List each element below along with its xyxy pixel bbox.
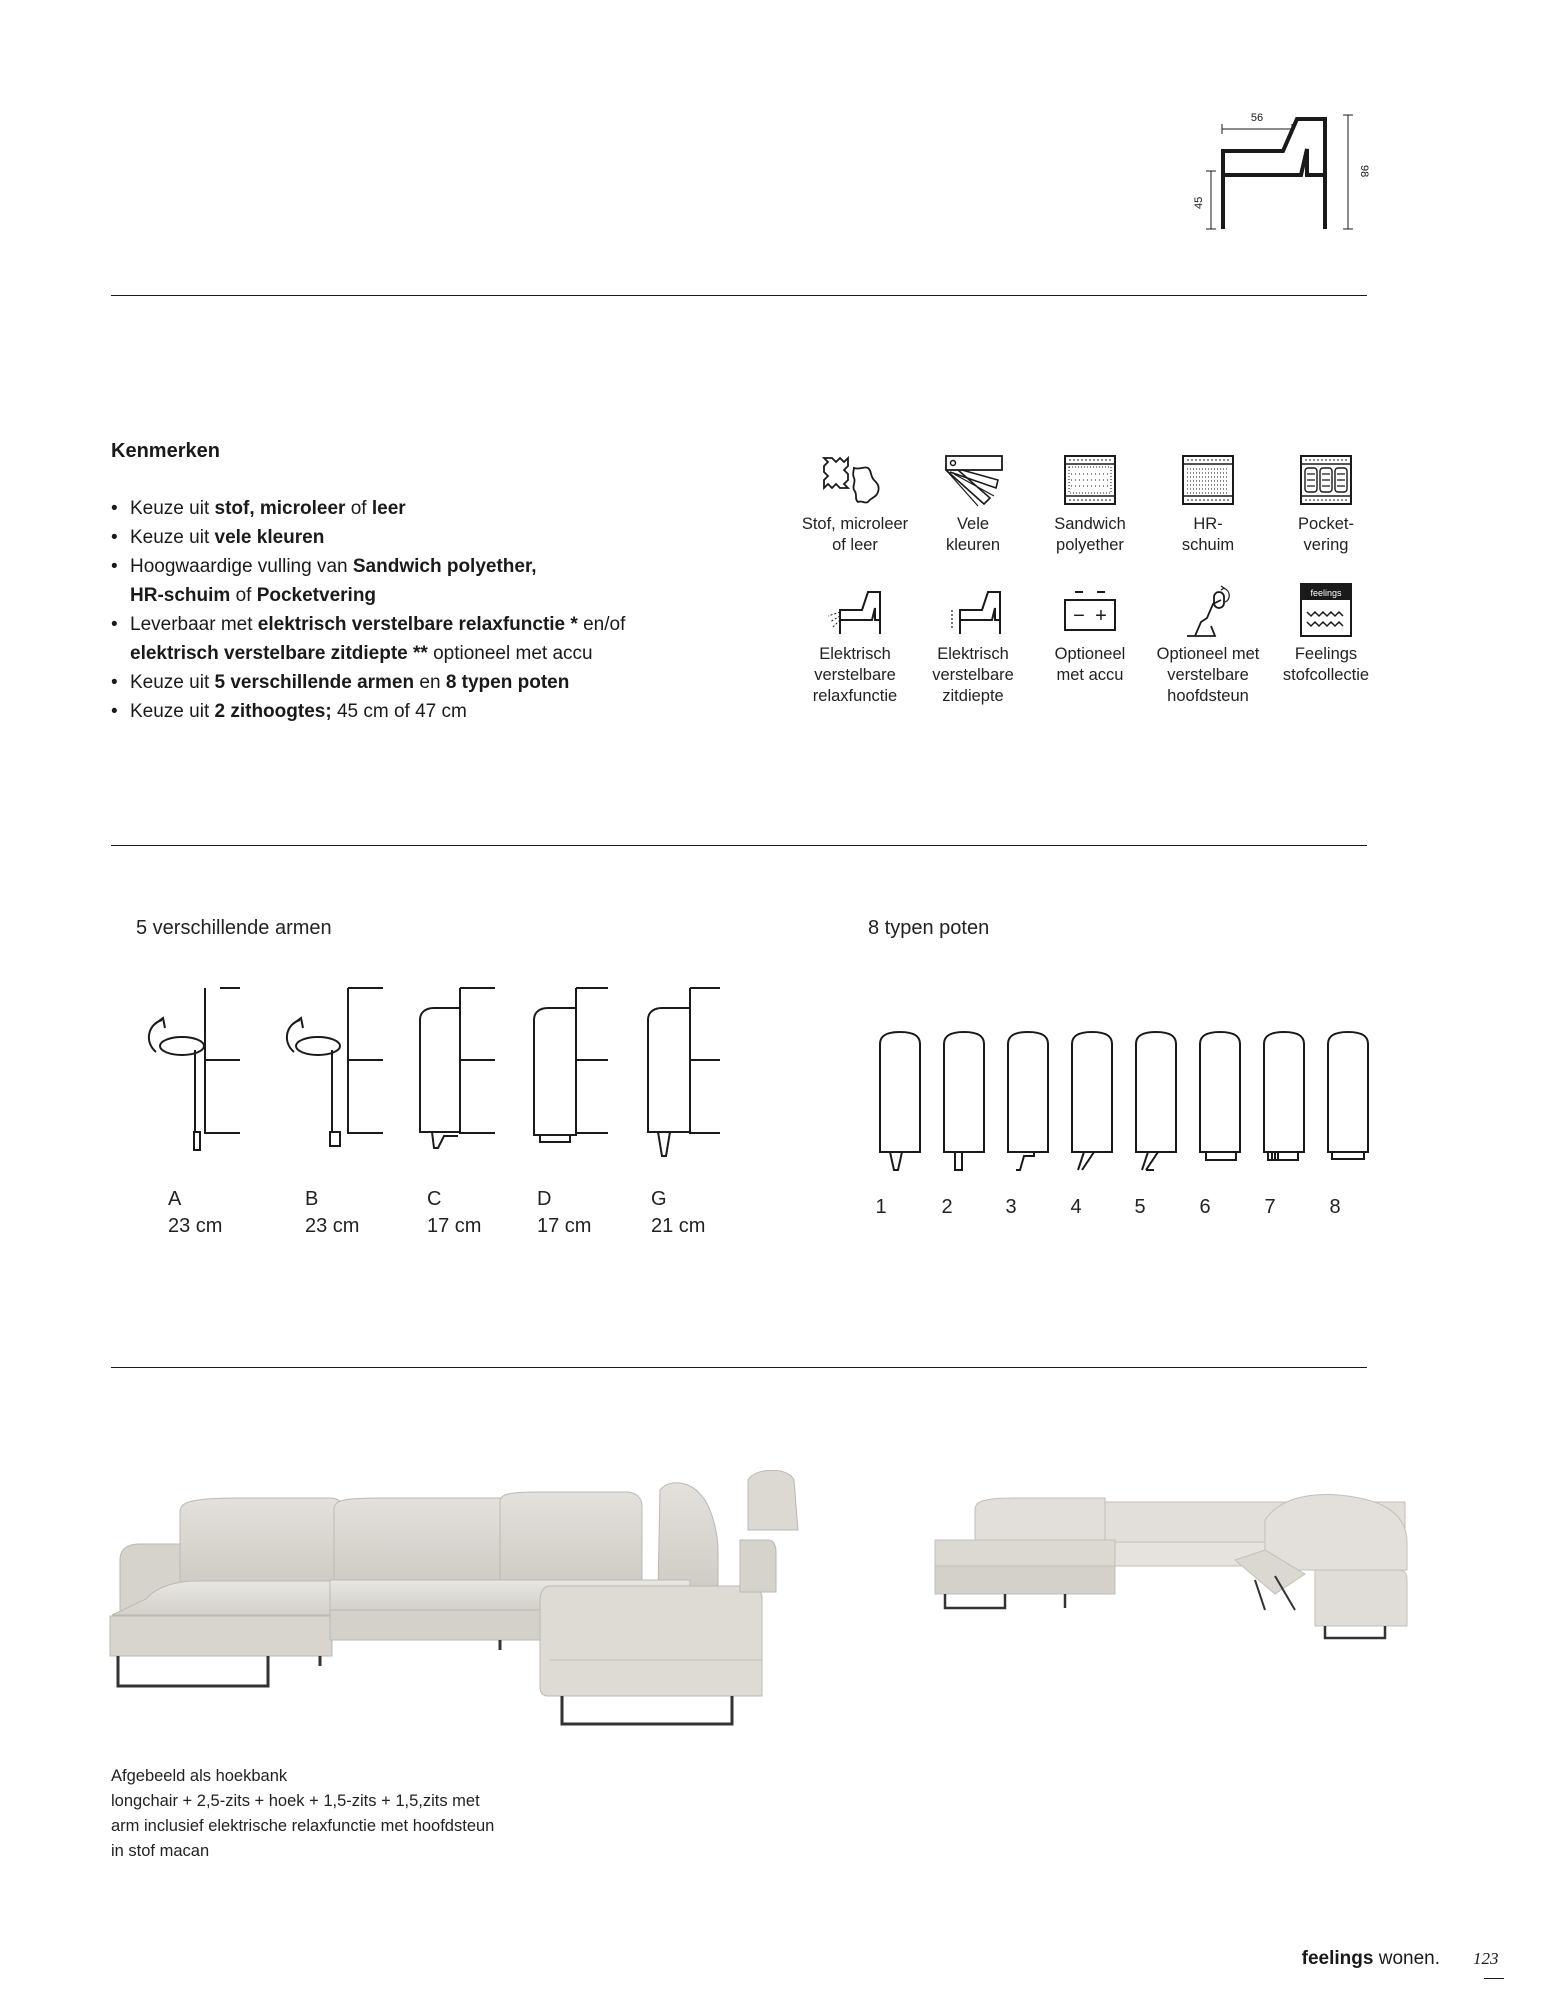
arm-option-b <box>305 1186 359 1240</box>
feature-bullet-bold: elektrisch verstelbare zitdiepte ** <box>130 643 428 664</box>
feature-pocket-spring <box>1261 452 1391 556</box>
icon-label <box>1025 514 1155 556</box>
brand-logo <box>1302 1948 1440 1970</box>
leg-number: 2 <box>941 1196 953 1218</box>
leg-number: 1 <box>875 1196 887 1218</box>
page-number-rule <box>1484 1978 1504 1979</box>
feature-bullet <box>111 523 751 552</box>
feature-bullet-bold: 5 verschillende armen <box>214 672 415 693</box>
icon-label-line: of leer <box>832 536 878 554</box>
leg-5-drawing <box>1136 1032 1176 1170</box>
icon-label-line: vering <box>1303 536 1349 554</box>
feature-bullet-text: Keuze uit <box>130 701 215 722</box>
icon-label-line: relaxfunctie <box>812 687 898 705</box>
feelings-fabric-icon <box>1291 582 1361 638</box>
leather-icon <box>820 452 890 508</box>
feature-bullet-bold: 2 zithoogtes; <box>214 701 332 722</box>
leg-8-drawing <box>1328 1032 1368 1159</box>
feature-bullet-bold: stof, microleer <box>214 498 346 519</box>
feature-bullet-text: en/of <box>577 614 626 635</box>
feature-bullet-bold: elektrisch verstelbare relaxfunctie * <box>257 614 578 635</box>
icon-label-line: met accu <box>1056 666 1124 684</box>
battery-icon <box>1055 582 1125 638</box>
feature-bullet-bold: Sandwich polyether, <box>352 556 537 577</box>
leg-number: 4 <box>1070 1196 1082 1218</box>
svg-text:−: − <box>1073 605 1085 627</box>
arm-size: 21 cm <box>651 1215 706 1237</box>
feature-bullet <box>111 610 751 668</box>
arm-letter: B <box>305 1188 319 1210</box>
icon-label-line: hoofdsteun <box>1167 687 1249 705</box>
sofa-photo-corner <box>100 1470 850 1740</box>
dim-seat-height: 45 <box>1193 196 1205 209</box>
icon-label-line: Elektrisch <box>937 645 1009 663</box>
arm-a-drawing <box>149 988 240 1150</box>
icon-label-line: stofcollectie <box>1282 666 1370 684</box>
icon-label-line: zitdiepte <box>942 687 1004 705</box>
feature-bullet-text: 45 cm of 47 cm <box>331 701 467 722</box>
feature-battery <box>1025 582 1155 686</box>
feature-headrest <box>1143 582 1273 707</box>
icon-label <box>1025 644 1155 686</box>
feelings-badge-text: feelings <box>1310 588 1342 598</box>
arm-size: 23 cm <box>168 1215 223 1237</box>
feature-leather <box>790 452 920 556</box>
pocket-spring-icon <box>1291 452 1361 508</box>
feature-bullet-text: of <box>345 498 372 519</box>
arms-title: 5 verschillende armen <box>136 917 332 939</box>
page-number: 123 <box>1473 1949 1499 1968</box>
brand-bold: feelings <box>1301 1948 1374 1969</box>
dimension-diagram <box>1175 105 1375 240</box>
feature-bullet-text: en <box>414 672 446 693</box>
feature-electric-relax <box>790 582 920 707</box>
hr-foam-icon <box>1173 452 1243 508</box>
leg-types-diagram <box>870 1030 1390 1180</box>
icon-label <box>1143 644 1273 707</box>
arm-option-a <box>168 1186 222 1240</box>
feature-bullet-bold: Pocketvering <box>256 585 377 606</box>
leg-number: 3 <box>1005 1196 1017 1218</box>
arm-size: 17 cm <box>427 1215 482 1237</box>
section-heading-kenmerken: Kenmerken <box>111 440 220 462</box>
icon-label <box>1261 514 1391 556</box>
feature-bullet-text: of <box>230 585 257 606</box>
brand-rest: wonen. <box>1373 1948 1440 1969</box>
arm-size: 17 cm <box>537 1215 592 1237</box>
headrest-icon <box>1173 582 1243 638</box>
dim-width: 56 <box>1250 112 1264 124</box>
feature-feelings-fabric <box>1261 582 1391 686</box>
photo-caption <box>111 1764 571 1864</box>
icon-label <box>790 514 920 556</box>
feature-bullet-text: Leverbaar met <box>130 614 258 635</box>
icon-label-line: Vele <box>956 515 990 533</box>
icon-label-line: verstelbare <box>932 666 1014 684</box>
legs-title: 8 typen poten <box>868 917 990 939</box>
arm-c-drawing <box>420 988 495 1148</box>
icon-label <box>908 514 1038 556</box>
feature-colors <box>908 452 1038 556</box>
icon-label-line: verstelbare <box>814 666 896 684</box>
feature-bullet-bold: vele kleuren <box>214 527 325 548</box>
arm-option-c <box>427 1186 481 1240</box>
arm-g-drawing <box>648 988 720 1156</box>
feature-hr-foam <box>1143 452 1273 556</box>
icon-label-line: schuim <box>1181 536 1235 554</box>
arm-letter: C <box>427 1188 442 1210</box>
leg-1-drawing <box>880 1032 920 1170</box>
feature-bullet-bold: leer <box>371 498 406 519</box>
color-swatch-icon <box>938 452 1008 508</box>
icon-label-line: Optioneel <box>1054 645 1126 663</box>
icon-label-line: Pocket- <box>1298 515 1354 533</box>
leg-number: 5 <box>1134 1196 1146 1218</box>
icon-label-line: HR- <box>1193 515 1223 533</box>
leg-number: 6 <box>1199 1196 1211 1218</box>
divider <box>111 1367 1367 1368</box>
icon-label-line: Optioneel met <box>1156 645 1260 663</box>
caption-line: in stof macan <box>111 1842 210 1860</box>
divider <box>111 845 1367 846</box>
arm-option-d <box>537 1186 591 1240</box>
icon-label <box>1261 644 1391 686</box>
dim-height: 98 <box>1358 165 1370 178</box>
icon-label <box>908 644 1038 707</box>
leg-6-drawing <box>1200 1032 1240 1160</box>
icon-label-line: Feelings <box>1294 645 1358 663</box>
feature-bullet-text: Keuze uit <box>130 672 215 693</box>
caption-line: arm inclusief elektrische relaxfunctie met hoofdsteun <box>111 1817 495 1835</box>
leg-2-drawing <box>944 1032 984 1170</box>
feature-bullet <box>111 552 751 610</box>
feature-bullet-text: optioneel met accu <box>427 643 593 664</box>
feature-bullet-bold: HR-schuim <box>130 585 231 606</box>
icon-label-line: kleuren <box>945 536 1001 554</box>
arm-types-diagram <box>120 980 740 1170</box>
leg-number: 8 <box>1329 1196 1341 1218</box>
arm-letter: D <box>537 1188 552 1210</box>
icon-label-line: Elektrisch <box>819 645 891 663</box>
feature-bullet-text: Hoogwaardige vulling van <box>130 556 353 577</box>
electric-seat-depth-icon <box>938 582 1008 638</box>
feature-electric-depth <box>908 582 1038 707</box>
icon-label <box>1143 514 1273 556</box>
feature-bullet-text: Keuze uit <box>130 498 215 519</box>
sofa-photo-relax <box>915 1470 1425 1670</box>
feature-bullet <box>111 668 751 697</box>
arm-letter: G <box>651 1188 667 1210</box>
electric-relax-icon <box>820 582 890 638</box>
feature-bullet-bold: 8 typen poten <box>445 672 570 693</box>
leg-3-drawing <box>1008 1032 1048 1170</box>
feature-list <box>111 494 751 726</box>
svg-text:+: + <box>1095 605 1107 627</box>
feature-sandwich <box>1025 452 1155 556</box>
caption-line: longchair + 2,5-zits + hoek + 1,5-zits + 1,5,zits met <box>111 1792 480 1810</box>
leg-4-drawing <box>1072 1032 1112 1170</box>
leg-number: 7 <box>1264 1196 1276 1218</box>
arm-b-drawing <box>287 988 383 1146</box>
feature-bullet-text: Keuze uit <box>130 527 215 548</box>
arm-option-g <box>651 1186 705 1240</box>
leg-7-drawing <box>1264 1032 1304 1160</box>
arm-d-drawing <box>534 988 608 1142</box>
icon-label-line: polyether <box>1056 536 1124 554</box>
icon-label-line: Sandwich <box>1054 515 1126 533</box>
divider <box>111 295 1367 296</box>
feature-bullet <box>111 697 751 726</box>
arm-size: 23 cm <box>305 1215 360 1237</box>
caption-line: Afgebeeld als hoekbank <box>111 1767 288 1785</box>
sandwich-foam-icon <box>1055 452 1125 508</box>
icon-label-line: Stof, microleer <box>801 515 909 533</box>
feature-bullet <box>111 494 751 523</box>
arm-letter: A <box>168 1188 182 1210</box>
icon-label <box>790 644 920 707</box>
icon-label-line: verstelbare <box>1167 666 1249 684</box>
